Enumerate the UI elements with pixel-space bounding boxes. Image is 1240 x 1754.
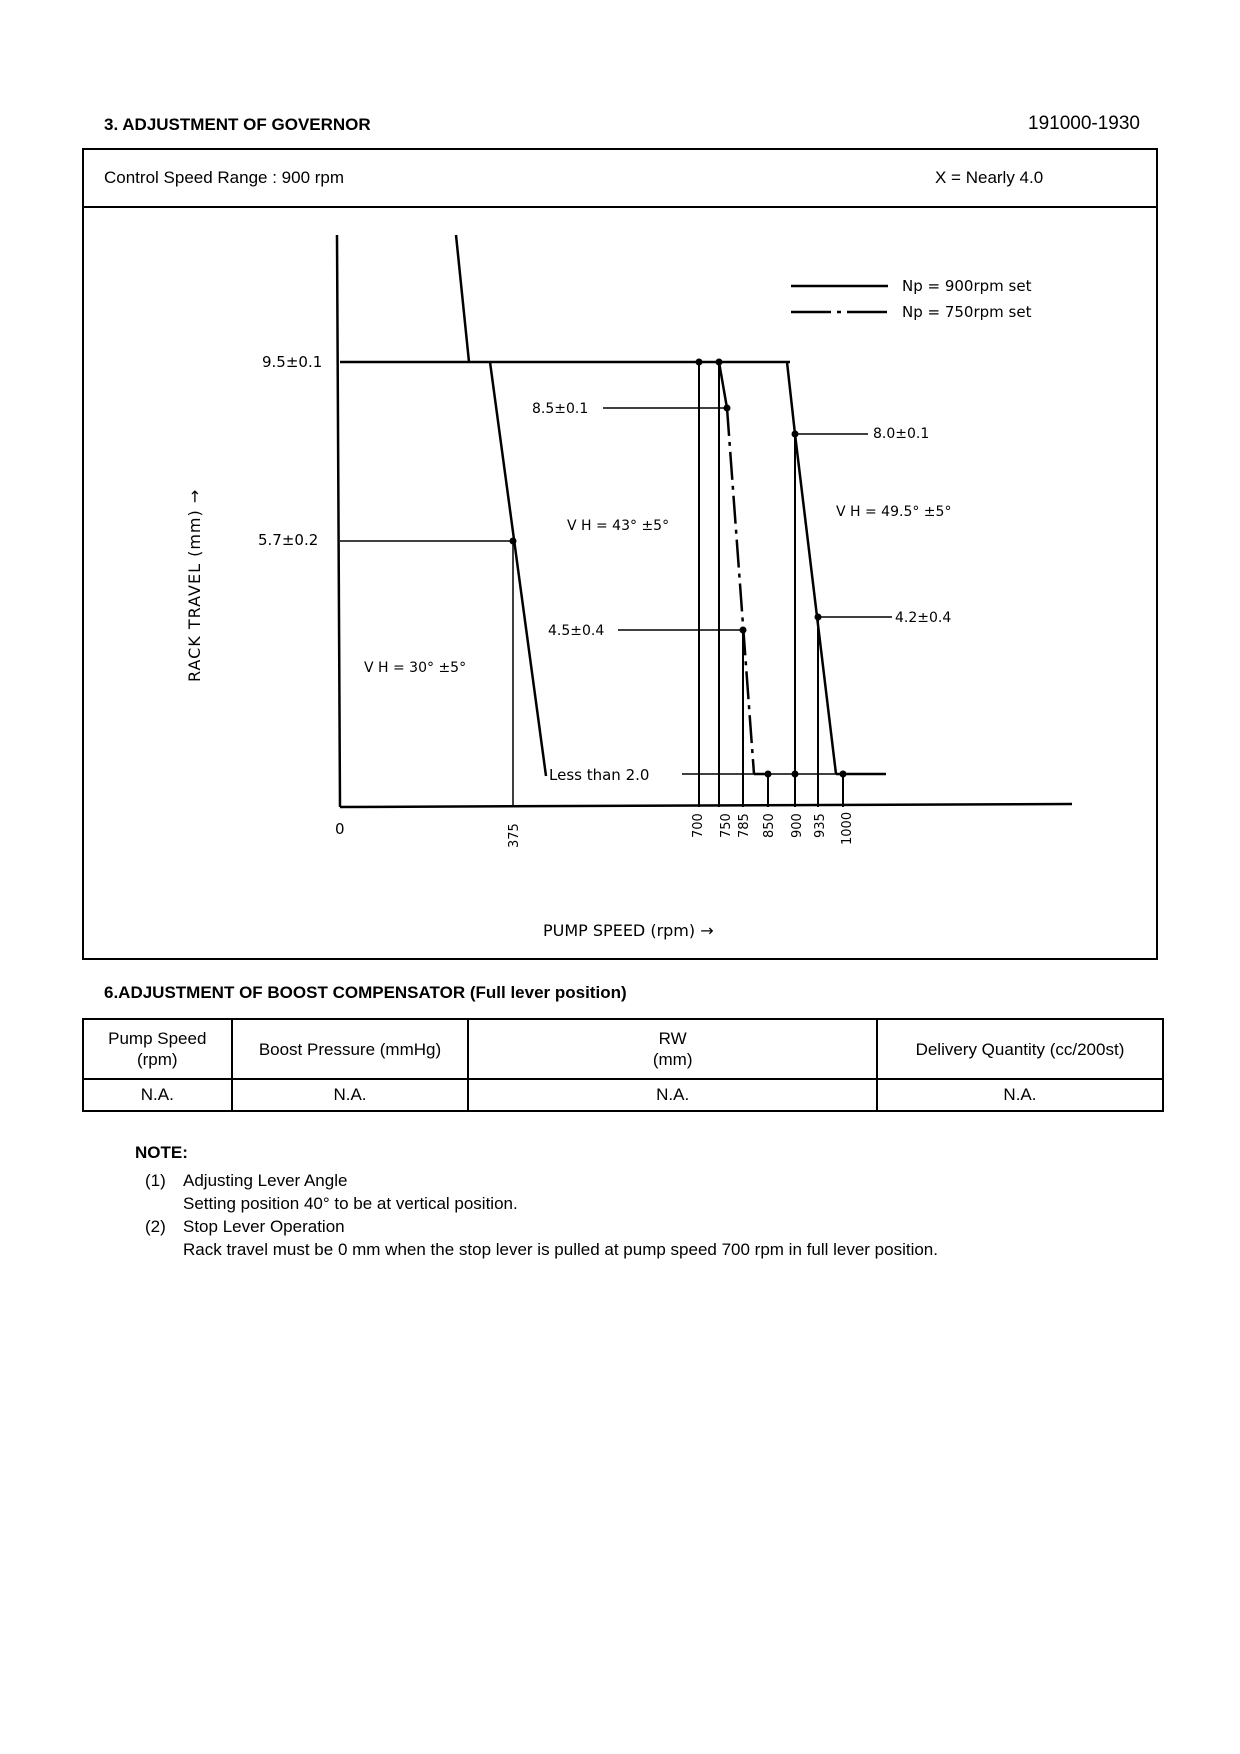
label-4-5: 4.5±0.4	[548, 623, 605, 639]
label-4-2: 4.2±0.4	[895, 610, 952, 626]
less-than-label: Less than 2.0	[549, 766, 650, 784]
point-900-foot	[792, 771, 799, 778]
control-speed-range: Control Speed Range : 900 rpm	[104, 168, 345, 187]
point-700-top	[696, 359, 703, 366]
note-item-1-title: Adjusting Lever Angle	[183, 1171, 348, 1190]
header-boost-pressure-line1: Boost Pressure (mmHg)	[258, 1039, 442, 1059]
label-8-0: 8.0±0.1	[873, 426, 930, 442]
curve-900-a	[787, 362, 795, 434]
curve-750-a	[719, 362, 727, 408]
vh-30-label: V H = 30° ±5°	[364, 660, 467, 676]
boost-table-header-row	[83, 1019, 1163, 1079]
vh-49-label: V H = 49.5° ±5°	[836, 504, 952, 520]
boost-section-title: 6.ADJUSTMENT OF BOOST COMPENSATOR (Full lever position)	[104, 983, 627, 1002]
section-title: 3. ADJUSTMENT OF GOVERNOR	[104, 115, 371, 134]
point-idle-5-7	[510, 538, 517, 545]
header-pump-speed-line1: Pump Speed	[108, 1029, 207, 1048]
idle-curve-lower	[490, 362, 546, 776]
header-pump-speed	[83, 1019, 232, 1079]
note-item-2-title: Stop Lever Operation	[183, 1217, 345, 1236]
vh-43-label: V H = 43° ±5°	[567, 518, 670, 534]
header-delivery-quantity	[877, 1019, 1163, 1079]
header-pump-speed-line2: (rpm)	[136, 1050, 178, 1069]
point-750-top	[716, 359, 723, 366]
legend	[791, 277, 1032, 321]
note-item-1-detail: Setting position 40° to be at vertical position.	[183, 1194, 518, 1213]
header-boost-pressure	[232, 1019, 469, 1079]
x-tick-label-750: 750	[719, 813, 734, 838]
x-tick-label-700: 700	[691, 813, 706, 838]
curve-900-b	[795, 434, 836, 774]
governor-chart	[84, 210, 1156, 958]
y-axis	[337, 235, 340, 807]
x-tick-label-935: 935	[813, 813, 828, 838]
value-boost-pressure: N.A.	[232, 1079, 469, 1111]
value-delivery-quantity: N.A.	[877, 1079, 1163, 1111]
value-rw: N.A.	[468, 1079, 877, 1111]
x-tick-label-375: 375	[507, 823, 522, 848]
x-value: X = Nearly 4.0	[935, 168, 1044, 187]
x-axis-label: PUMP SPEED (rpm) →	[543, 921, 714, 940]
header-rw	[468, 1019, 877, 1079]
boost-table	[82, 1018, 1164, 1112]
header-rw-line2: (mm)	[652, 1050, 693, 1069]
value-pump-speed: N.A.	[83, 1079, 232, 1111]
y-axis-label: RACK TRAVEL (mm) →	[185, 488, 204, 682]
note-item-2-number: (2)	[145, 1217, 166, 1236]
point-1000	[840, 771, 847, 778]
note-heading: NOTE:	[135, 1143, 188, 1162]
x-tick-label-785: 785	[737, 813, 752, 838]
header-delivery-quantity-line1: Delivery Quantity (cc/200st)	[915, 1039, 1125, 1059]
curve-750-b	[727, 408, 754, 774]
x-tick-label-850: 850	[762, 813, 777, 838]
idle-curve	[456, 235, 469, 362]
x-origin-label: 0	[335, 820, 345, 838]
y-tick-label-5-7: 5.7±0.2	[258, 531, 319, 549]
boost-table-value-row	[83, 1079, 1163, 1111]
y-tick-label-9-5: 9.5±0.1	[262, 353, 323, 371]
point-850	[765, 771, 772, 778]
document-number: 191000-1930	[1028, 113, 1140, 134]
header-rw-line1: RW	[658, 1029, 687, 1048]
label-8-5: 8.5±0.1	[532, 401, 589, 417]
x-tick-label-900: 900	[790, 813, 805, 838]
note-item-1-number: (1)	[145, 1171, 166, 1190]
x-tick-label-1000: 1000	[840, 811, 855, 845]
x-axis	[340, 804, 1072, 807]
note-item-2-detail: Rack travel must be 0 mm when the stop lever is pulled at pump speed 700 rpm in full lever position.	[183, 1240, 938, 1259]
legend-label-750: Np = 750rpm set	[902, 303, 1032, 321]
legend-label-900: Np = 900rpm set	[902, 277, 1032, 295]
